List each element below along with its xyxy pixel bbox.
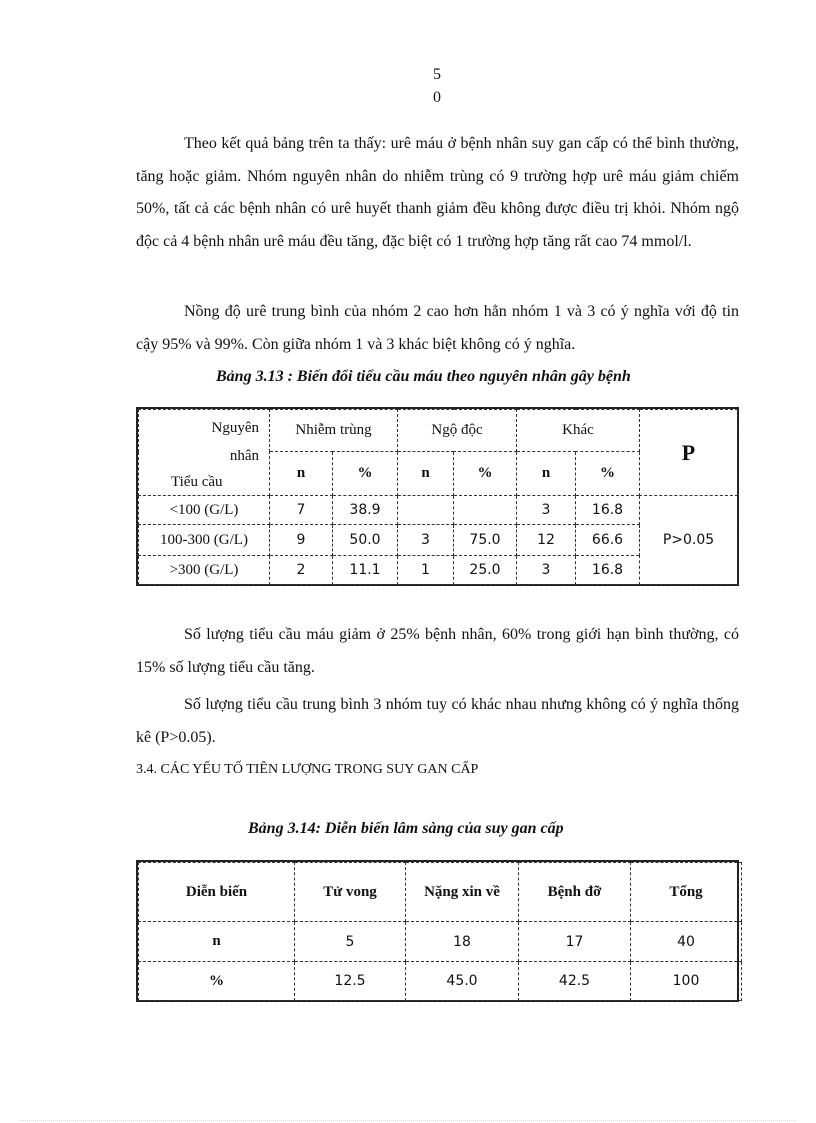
paragraph-platelet-results: Số lượng tiểu cầu máu giảm ở 25% bệnh nhân, 60% trong giới hạn bình thường, có 15% số lượng tiểu cầu tăng. — [136, 626, 739, 676]
cell: 42.5 — [519, 962, 631, 1001]
table-3-13 — [136, 407, 739, 586]
cell — [398, 496, 454, 525]
subheader-n: n — [398, 452, 454, 496]
cell: 16.8 — [576, 496, 640, 525]
table-row — [139, 962, 742, 1001]
cell: 66.6 — [576, 525, 640, 556]
corner-header — [139, 410, 270, 496]
cell: 3 — [517, 556, 576, 585]
subheader-n: n — [517, 452, 576, 496]
subheader-pct: % — [333, 452, 398, 496]
group-header-poisoning: Ngộ độc — [398, 410, 517, 452]
paragraph-urea-mean: Nồng độ urê trung bình của nhóm 2 cao hơn hẳn nhóm 1 và 3 có ý nghĩa với độ tin cậy 95% và 99%. Còn giữa nhóm 1 và 3 khác biệt không có ý nghĩa. — [136, 303, 739, 353]
row-label: 100-300 (G/L) — [139, 525, 270, 556]
row-label: <100 (G/L) — [139, 496, 270, 525]
header-severe-discharge: Nặng xin về — [406, 863, 519, 922]
p-header: P — [640, 410, 738, 496]
cell — [454, 496, 517, 525]
subheader-pct: % — [454, 452, 517, 496]
cell: 3 — [398, 525, 454, 556]
page-number-line2: 0 — [433, 89, 441, 106]
header-total: Tổng — [631, 863, 742, 922]
corner-label-line2: nhân — [229, 448, 259, 464]
header-death: Tử vong — [295, 863, 406, 922]
table-row — [139, 922, 742, 962]
cell: 38.9 — [333, 496, 398, 525]
subheader-n: n — [270, 452, 333, 496]
table-row — [139, 496, 738, 525]
row-label: >300 (G/L) — [139, 556, 270, 585]
group-header-infection: Nhiễm trùng — [270, 410, 398, 452]
cell: 18 — [406, 922, 519, 962]
cell: 45.0 — [406, 962, 519, 1001]
table-header-row — [139, 863, 742, 922]
group-header-other: Khác — [517, 410, 640, 452]
paragraph-urea-results: Theo kết quả bảng trên ta thấy: urê máu ở bệnh nhân suy gan cấp có thể bình thường, tăng hoặc giảm. Nhóm nguyên nhân do nhiễm trùng có 9 trường hợp urê máu giảm chiếm 50%, tất cả các bệnh nhân có urê huyết thanh giảm đều không được điều trị khỏi. Nhóm ngộ độc cả 4 bệnh nhân urê máu đều tăng, đặc biệt có 1 trường hợp tăng rất cao 74 mmol/l. — [136, 135, 739, 250]
cell: 40 — [631, 922, 742, 962]
section-heading: 3.4. CÁC YẾU TỐ TIÊN LƯỢNG TRONG SUY GAN CẤP — [136, 762, 479, 777]
paragraph-platelet-mean: Số lượng tiểu cầu trung bình 3 nhóm tuy có khác nhau nhưng không có ý nghĩa thống kê (P>0.05). — [136, 696, 739, 746]
cell: 75.0 — [454, 525, 517, 556]
cell: 17 — [519, 922, 631, 962]
header-course: Diễn biến — [139, 863, 295, 922]
cell: 11.1 — [333, 556, 398, 585]
cell: 12 — [517, 525, 576, 556]
cell: 100 — [631, 962, 742, 1001]
cell: 25.0 — [454, 556, 517, 585]
table-3-13-caption: Bảng 3.13 : Biến đổi tiểu cầu máu theo nguyên nhân gây bệnh — [216, 368, 631, 385]
row-label: n — [139, 922, 295, 962]
corner-label-line1: Nguyên — [211, 420, 259, 436]
cell: 16.8 — [576, 556, 640, 585]
page-number-line1: 5 — [433, 66, 441, 83]
cell: 7 — [270, 496, 333, 525]
corner-label-line3: Tiểu cầu — [171, 474, 223, 490]
cell: 50.0 — [333, 525, 398, 556]
cell: 5 — [295, 922, 406, 962]
row-label: % — [139, 962, 295, 1001]
cell: 3 — [517, 496, 576, 525]
table-3-14-caption: Bảng 3.14: Diễn biến lâm sàng của suy gan cấp — [248, 820, 564, 837]
header-improved: Bệnh đỡ — [519, 863, 631, 922]
cell: 12.5 — [295, 962, 406, 1001]
p-value: P>0.05 — [640, 496, 738, 585]
cell: 9 — [270, 525, 333, 556]
cell: 2 — [270, 556, 333, 585]
page-bottom-rule — [20, 1120, 796, 1121]
cell: 1 — [398, 556, 454, 585]
table-3-14 — [136, 860, 739, 1002]
subheader-pct: % — [576, 452, 640, 496]
